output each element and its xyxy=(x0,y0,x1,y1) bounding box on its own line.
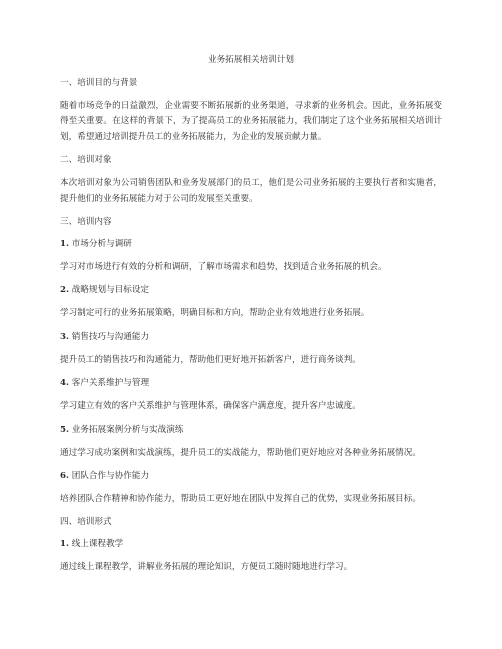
section-paragraph-audience: 本次培训对象为公司销售团队和业务发展部门的员工，他们是公司业务拓展的主要执行者和实施者，提升他们的业务拓展能力对于公司的发展至关重要。 xyxy=(60,178,442,204)
section-heading-format: 四、培训形式 xyxy=(60,517,112,528)
document-title: 业务拓展相关培训计划 xyxy=(208,55,294,65)
content-item-description: 提升员工的销售技巧和沟通能力，帮助他们更好地开拓新客户，进行商务谈判。 xyxy=(60,354,361,365)
content-item-description: 学习对市场进行有效的分析和调研，了解市场需求和趋势，找到适合业务拓展的机会。 xyxy=(60,262,387,273)
content-item-description: 培养团队合作精神和协作能力，帮助员工更好地在团队中发挥自己的优势，实现业务拓展目标。 xyxy=(60,494,421,505)
content-item-heading: 1. 市场分析与调研 xyxy=(60,239,132,250)
section-heading-purpose: 一、培训目的与背景 xyxy=(60,78,138,88)
content-item-description: 通过学习成功案例和实战演练，提升员工的实战能力，帮助他们更好地应对各种业务拓展情况。 xyxy=(60,447,421,458)
content-item-heading: 5. 业务拓展案例分析与实战演练 xyxy=(60,424,184,435)
content-item-heading: 4. 客户关系维护与管理 xyxy=(60,378,150,389)
content-item-description: 学习制定可行的业务拓展策略，明确目标和方向，帮助企业有效地进行业务拓展。 xyxy=(60,308,370,319)
format-item-heading: 1. 线上课程教学 xyxy=(60,539,124,550)
content-item-heading: 2. 战略规划与目标设定 xyxy=(60,285,150,296)
content-item-heading: 3. 销售技巧与沟通能力 xyxy=(60,331,150,342)
content-item-description: 学习建立有效的客户关系维护与管理体系，确保客户满意度，提升客户忠诚度。 xyxy=(60,401,361,412)
section-heading-content: 三、培训内容 xyxy=(60,217,112,228)
section-heading-audience: 二、培训对象 xyxy=(60,155,112,166)
content-item-heading: 6. 团队合作与协作能力 xyxy=(60,471,150,482)
section-paragraph-purpose: 随着市场竞争的日益激烈，企业需要不断拓展新的业务渠道，寻求新的业务机会。因此，业务拓展变得至关重要。在这样的背景下，为了提高员工的业务拓展能力，我们制定了这个业务拓展相关培训计划，希望通过培训提升员工的业务拓展能力，为企业的发展贡献力量。 xyxy=(60,101,442,142)
format-item-description: 通过线上课程教学，讲解业务拓展的理论知识，方便员工随时随地进行学习。 xyxy=(60,562,353,573)
